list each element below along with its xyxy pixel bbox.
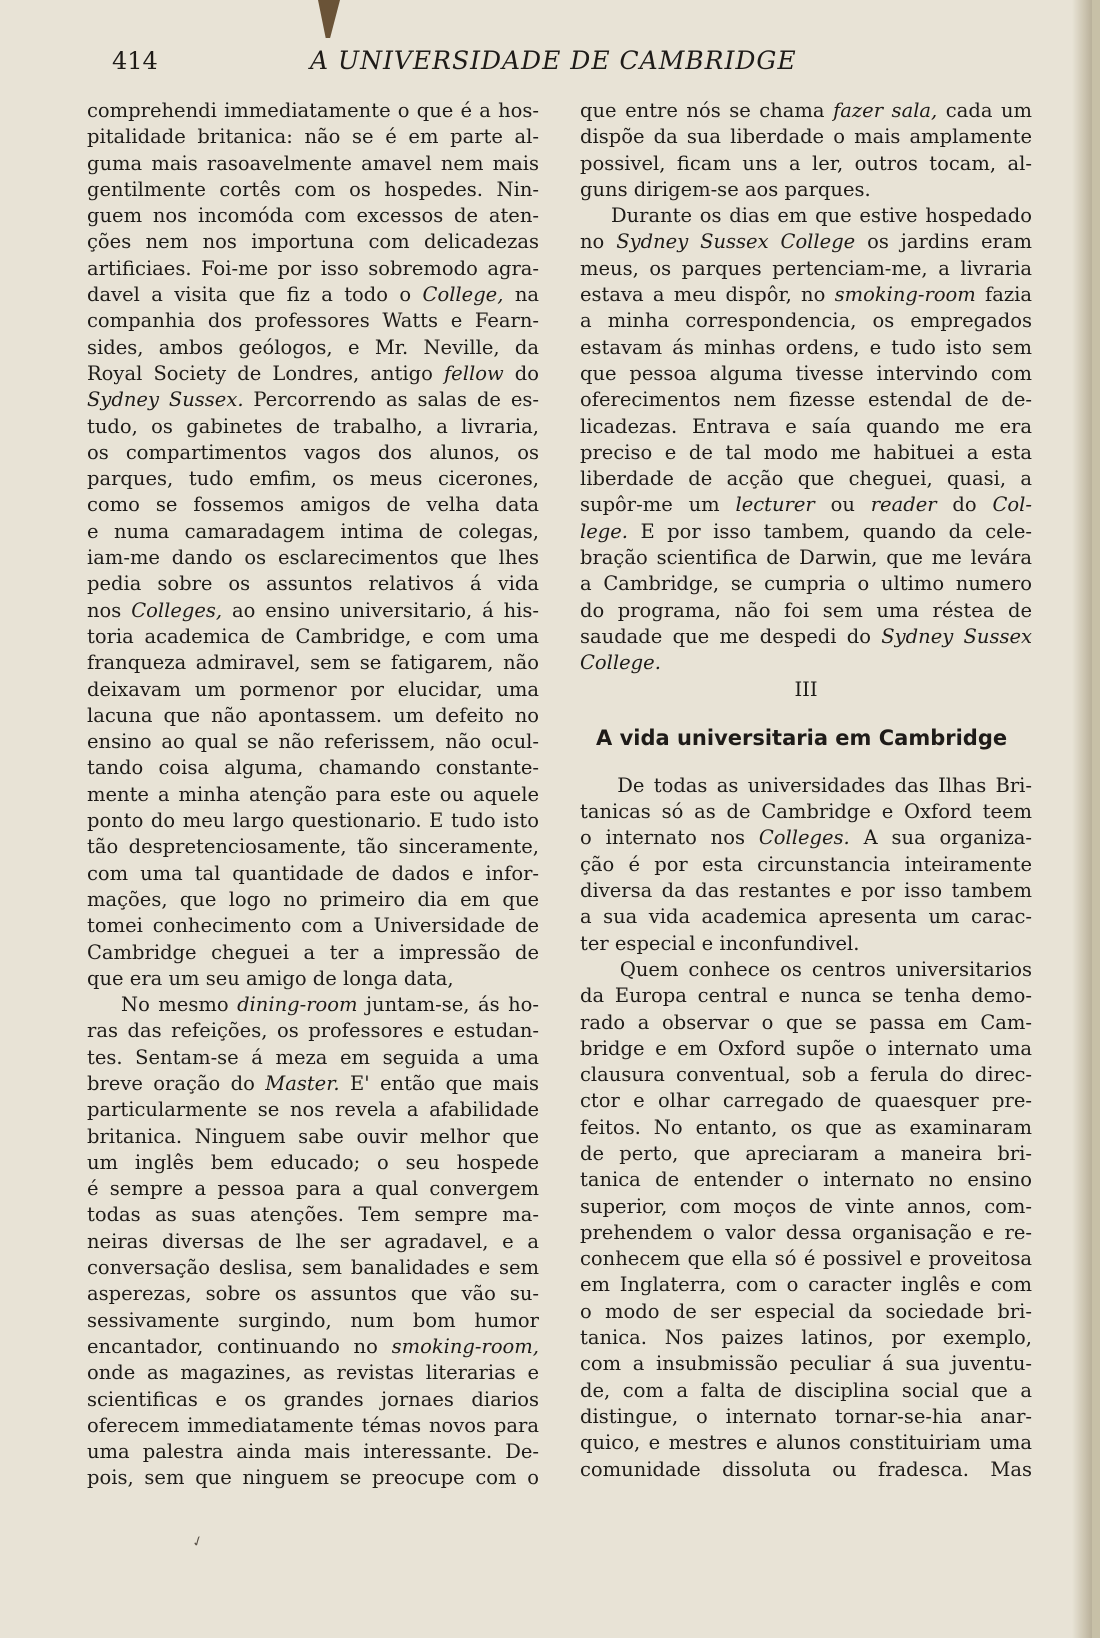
text-line: o internato nos Colleges. A sua organiza- xyxy=(580,826,1032,850)
text-line: tanica. Nos paizes latinos, por exemplo, xyxy=(580,1326,1032,1350)
text-line: Royal Society de Londres, antigo fellow do xyxy=(87,361,540,385)
running-title: A UNIVERSIDADE DE CAMBRIDGE xyxy=(310,46,797,75)
text-line: a Cambridge, se cumpria o ultimo numero xyxy=(580,572,1032,596)
page-edge-shadow xyxy=(1072,0,1092,1638)
page-number: 414 xyxy=(112,47,158,75)
text-line: parques, tudo emfim, os meus cicerones, xyxy=(87,467,539,491)
text-line: clausura conventual, sob a ferula do direc- xyxy=(580,1063,1032,1087)
text-line: conhecem que ella só é possivel e proveitosa xyxy=(580,1247,1032,1271)
text-line: guma mais rasoavelmente amavel nem mais xyxy=(87,151,539,175)
left-text-column xyxy=(87,98,539,1492)
text-line: no Sydney Sussex College os jardins eram xyxy=(580,230,1032,254)
text-line: lacuna que não apontassem. um defeito no xyxy=(87,703,539,727)
text-line: os compartimentos vagos dos alunos, os xyxy=(87,440,539,464)
text-line: bração scientifica de Darwin, que me levára xyxy=(580,546,1032,570)
text-line: Durante os dias em que estive hospedado xyxy=(580,204,1032,228)
text-line: sides, ambos geólogos, e Mr. Neville, da xyxy=(87,335,539,359)
text-line: bridge e em Oxford supõe o internato uma xyxy=(580,1036,1032,1060)
page-header xyxy=(112,44,812,84)
text-line: supôr-me um lecturer ou reader do Col- xyxy=(580,493,1032,517)
section-number: III xyxy=(794,677,818,701)
text-line: saudade que me despedi do Sydney Sussex xyxy=(580,624,1033,648)
text-line: franqueza admiravel, sem se fatigarem, não xyxy=(87,651,539,675)
text-line: deixavam um pormenor por elucidar, uma xyxy=(87,677,539,701)
text-line: particularmente se nos revela a afabilidade xyxy=(87,1098,539,1122)
text-line: oferecem immediatamente témas novos para xyxy=(87,1413,539,1437)
text-line: estavam ás minhas ordens, e tudo isto sem xyxy=(580,335,1032,359)
text-line: College. xyxy=(580,651,661,675)
text-line: conversação deslisa, sem banalidades e sem xyxy=(87,1256,539,1280)
text-line: tes. Sentam-se á meza em seguida a uma xyxy=(87,1045,539,1069)
right-column-top-text xyxy=(580,98,1032,677)
text-line: liberdade de acção que cheguei, quasi, a xyxy=(580,467,1032,491)
text-line: prehendem o valor dessa organisação e re- xyxy=(580,1220,1032,1244)
text-line: neiras diversas de lhe ser agradavel, e a xyxy=(87,1229,539,1253)
text-line: ponto do meu largo questionario. E tudo isto xyxy=(87,809,539,833)
text-line: onde as magazines, as revistas literarias e xyxy=(87,1361,539,1385)
text-line: artificiaes. Foi-me por isso sobremodo agra- xyxy=(87,256,539,280)
text-line: a minha correspondencia, os empregados xyxy=(580,309,1032,333)
text-line: Sydney Sussex. Percorrendo as salas de es- xyxy=(87,388,539,412)
text-line: em Inglaterra, com o caracter inglês e com xyxy=(580,1273,1032,1297)
text-line: pedia sobre os assuntos relativos á vida xyxy=(87,572,539,596)
text-line: mente a minha atenção para este ou aquele xyxy=(87,782,539,806)
text-line: tão despretenciosamente, tão sinceramente, xyxy=(87,835,539,859)
text-line: nos Colleges, ao ensino universitario, á his- xyxy=(87,598,539,622)
text-line: de, com a falta de disciplina social que a xyxy=(580,1378,1032,1402)
text-line: rado a observar o que se passa em Cam- xyxy=(580,1010,1032,1034)
text-line: Quem conhece os centros universitarios xyxy=(580,957,1032,981)
text-line: como se fossemos amigos de velha data xyxy=(87,493,539,517)
text-line: e numa camaradagem intima de colegas, xyxy=(87,519,539,543)
text-line: do programa, não foi sem uma réstea de xyxy=(580,598,1032,622)
text-line: com uma tal quantidade de dados e infor- xyxy=(87,861,539,885)
text-line: encantador, continuando no smoking-room, xyxy=(87,1334,539,1358)
text-line: feitos. No entanto, os que as examinaram xyxy=(580,1115,1032,1139)
text-line: que era um seu amigo de longa data, xyxy=(87,966,454,990)
text-line: estava a meu dispôr, no smoking-room fazia xyxy=(580,283,1032,307)
text-line: a sua vida academica apresenta um carac- xyxy=(580,905,1032,929)
text-line: dispõe da sua liberdade o mais amplamente xyxy=(580,125,1032,149)
text-line: mações, que logo no primeiro dia em que xyxy=(87,887,539,911)
text-line: o modo de ser especial da sociedade bri- xyxy=(580,1299,1032,1323)
text-line: ção é por esta circunstancia inteiramente xyxy=(580,852,1032,876)
text-line: oferecimentos nem fizesse estendal de de- xyxy=(580,388,1032,412)
text-line: ter especial e inconfundivel. xyxy=(580,931,860,955)
section-heading: A vida universitaria em Cambridge xyxy=(596,725,1008,750)
text-line: um inglês bem educado; o seu hospede xyxy=(87,1150,539,1174)
text-line: pitalidade britanica: não se é em parte al- xyxy=(87,125,539,149)
text-line: breve oração do Master. E' então que mais xyxy=(87,1071,539,1095)
text-line: diversa da das restantes e por isso tambem xyxy=(580,879,1032,903)
text-line: lege. E por isso tambem, quando da cele- xyxy=(580,519,1032,543)
right-text-column xyxy=(580,98,1032,1483)
text-line: comprehendi immediatamente o que é a hos- xyxy=(87,99,539,122)
text-line: No mesmo dining-room juntam-se, ás ho- xyxy=(87,993,539,1017)
text-line: licadezas. Entrava e saía quando me era xyxy=(580,414,1032,438)
text-line: ções nem nos importuna com delicadezas xyxy=(87,230,539,254)
text-line: tomei conhecimento com a Universidade de xyxy=(87,914,539,938)
text-line: possivel, ficam uns a ler, outros tocam, al- xyxy=(580,151,1032,175)
right-column-bottom-text xyxy=(580,773,1032,1483)
text-line: toria academica de Cambridge, e com uma xyxy=(87,624,539,648)
text-line: tando coisa alguma, chamando constante- xyxy=(87,756,539,780)
text-line: da Europa central e nunca se tenha demo- xyxy=(580,984,1032,1008)
text-line: meus, os parques pertenciam-me, a livraria xyxy=(580,256,1032,280)
text-line: comunidade dissoluta ou fradesca. Mas xyxy=(580,1457,1032,1481)
text-line: com a insubmissão peculiar á sua juventu- xyxy=(580,1352,1032,1376)
text-line: superior, com moços de vinte annos, com- xyxy=(580,1194,1032,1218)
text-line: é sempre a pessoa para a qual convergem xyxy=(87,1177,539,1201)
pencil-mark: ✓ xyxy=(189,1532,207,1552)
text-line: scientificas e os grandes jornaes diarios xyxy=(87,1387,539,1411)
binding-strip xyxy=(1092,0,1100,1638)
text-line: guem nos incomóda com excessos de aten- xyxy=(87,204,539,228)
text-line: uma palestra ainda mais interessante. De- xyxy=(87,1440,539,1464)
text-line: iam-me dando os esclarecimentos que lhes xyxy=(87,546,539,570)
paper-tab-mark xyxy=(318,0,340,38)
text-line: tanicas só as de Cambridge e Oxford teem xyxy=(580,800,1032,824)
text-line: gentilmente cortês com os hospedes. Nin- xyxy=(87,177,539,201)
text-line: todas as suas atenções. Tem sempre ma- xyxy=(87,1203,539,1227)
text-line: ctor e olhar carregado de quaesquer pre- xyxy=(580,1089,1032,1113)
text-line: ensino ao qual se não referissem, não ocul- xyxy=(87,730,539,754)
text-line: preciso e de tal modo me habituei a esta xyxy=(580,440,1032,464)
text-line: tanica de entender o internato no ensino xyxy=(580,1168,1032,1192)
text-line: companhia dos professores Watts e Fearn- xyxy=(87,309,539,333)
text-line: sessivamente surgindo, num bom humor xyxy=(87,1308,539,1332)
text-line: que entre nós se chama fazer sala, cada um xyxy=(580,99,1033,122)
text-line: que pessoa alguma tivesse intervindo com xyxy=(580,361,1032,385)
text-line: de perto, que apreciaram a maneira bri- xyxy=(580,1141,1032,1165)
text-line: ras das refeições, os professores e estudan- xyxy=(87,1019,539,1043)
text-line: De todas as universidades das Ilhas Bri- xyxy=(580,773,1032,797)
text-line: pois, sem que ninguem se preocupe com o xyxy=(87,1466,539,1490)
text-line: britanica. Ninguem sabe ouvir melhor que xyxy=(87,1124,539,1148)
text-line: distingue, o internato tornar-se-hia anar- xyxy=(580,1404,1032,1428)
text-line: quico, e mestres e alunos constituiriam uma xyxy=(580,1431,1032,1455)
text-line: davel a visita que fiz a todo o College, na xyxy=(87,283,539,307)
text-line: Cambridge cheguei a ter a impressão de xyxy=(87,940,539,964)
text-line: guns dirigem-se aos parques. xyxy=(580,177,871,201)
text-line: tudo, os gabinetes de trabalho, a livraria, xyxy=(87,414,539,438)
text-line: asperezas, sobre os assuntos que vão su- xyxy=(87,1282,539,1306)
